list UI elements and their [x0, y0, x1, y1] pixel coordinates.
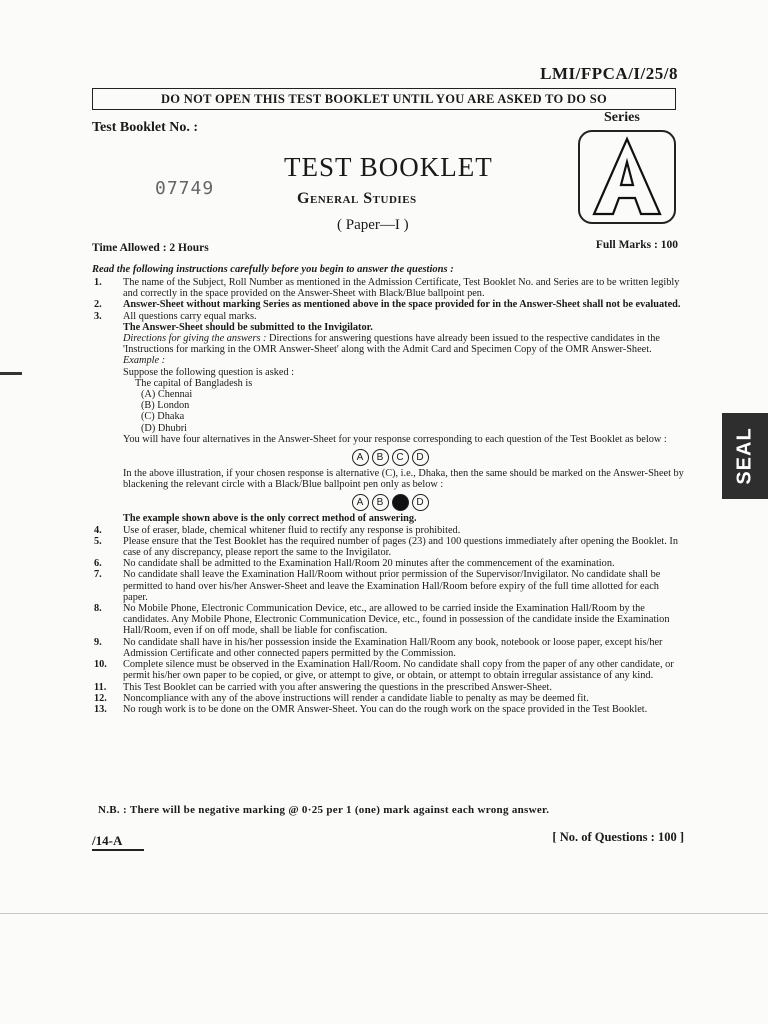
item-text: Noncompliance with any of the above instructions will render a candidate liable to penalty as may be deemed fit.	[123, 692, 589, 704]
page-title: TEST BOOKLET	[284, 152, 493, 182]
item-number: 1.	[94, 277, 102, 288]
instruction-item	[94, 704, 686, 715]
item-text: No Mobile Phone, Electronic Communication Device, etc., are allowed to be carried inside the Examination Hall/Room by the candidates. Any Mobile Phone, Electronic Communication Device, etc., found in possession of the candidate inside the Examination Hall/Room, even if on off mode, shall be liable for confiscation.	[123, 603, 670, 637]
booklet-code: LMI/FPCA/I/25/8	[540, 64, 678, 83]
bubble-c-filled	[392, 494, 409, 511]
item-number: 12.	[94, 692, 107, 704]
example-option: (C) Dhaka	[141, 411, 185, 423]
item-number: 10.	[94, 659, 107, 671]
directions-text: Directions for answering questions have already been issued to the respective candidates in the 'Instructions for marking in the OMR Answer-Sheet' along with the Admit Card and Specimen Copy of the OMR Answer-Sheet.	[123, 333, 660, 356]
example-option: (D) Dhubri	[141, 422, 188, 434]
series-letter-outline	[580, 132, 674, 222]
instruction-item	[94, 659, 686, 681]
instructions-list	[94, 277, 686, 715]
instruction-item	[94, 637, 686, 659]
illustration-text: In the above illustration, if your chosen response is alternative (C), i.e., Dhaka, then the same should be marked on the Answer-Sheet by blackening the relevant circle with a Black/Blue ballpoint pen only as below :	[123, 468, 684, 491]
instruction-item	[94, 536, 686, 558]
example-option: (B) London	[141, 400, 190, 412]
margin-mark	[0, 372, 22, 375]
page-code-underline	[92, 849, 144, 851]
item-text: Complete silence must be observed in the Examination Hall/Room. No candidate shall copy from the paper of any other candidate, or permit his/her own paper to be copied, or give, or attempt to give, or obtain, or attempt to obtain irregular assistance of any kind.	[123, 659, 674, 682]
bubble-d: D	[412, 449, 429, 466]
submit-note: The Answer-Sheet should be submitted to the Invigilator.	[123, 321, 373, 333]
item-text: No candidate shall leave the Examination Hall/Room without prior permission of the Supervisor/Invigilator. No candidate shall be permitted to hand over his/her Answer-Sheet and leave the Examination Hall/Room before expiry of the full time allotted for each paper.	[123, 569, 661, 603]
item-text: This Test Booklet can be carried with you after answering the questions in the prescribed Answer-Sheet.	[123, 681, 552, 693]
item-number: 4.	[94, 524, 102, 536]
item-number: 3.	[94, 310, 102, 322]
seal-label: SEAL	[733, 427, 756, 485]
instructions-heading: Read the following instructions carefully before you begin to answer the questions :	[92, 264, 454, 275]
instruction-item	[94, 693, 686, 704]
answer-bubbles-marked	[94, 494, 686, 511]
time-allowed: Time Allowed : 2 Hours	[92, 242, 209, 254]
suppose-text: Suppose the following question is asked :	[123, 366, 295, 378]
correct-method-note: The example shown above is the only correct method of answering.	[123, 513, 417, 525]
booklet-number: 07749	[155, 178, 215, 199]
item-text: Use of eraser, blade, chemical whitener fluid to rectify any response is prohibited.	[123, 524, 461, 536]
item-text: Please ensure that the Test Booklet has the required number of pages (23) and 100 questions immediately after opening the Booklet. In case of any discrepancy, please report the same to the Invigilator.	[123, 535, 678, 559]
warning-banner: DO NOT OPEN THIS TEST BOOKLET UNTIL YOU ARE ASKED TO DO SO	[92, 88, 676, 110]
item-number: 9.	[94, 636, 102, 648]
item-number: 7.	[94, 569, 102, 581]
item-number: 8.	[94, 603, 102, 615]
directions	[94, 333, 686, 355]
item-number: 2.	[94, 299, 102, 311]
instruction-item	[94, 525, 686, 536]
item-number: 6.	[94, 558, 102, 570]
question-count: [ No. of Questions : 100 ]	[552, 830, 684, 844]
series-box	[578, 130, 676, 224]
item-number: 11.	[94, 681, 107, 693]
paper-label: ( Paper—I )	[337, 217, 409, 233]
instruction-item	[94, 569, 686, 603]
item-text: No candidate shall have in his/her possession inside the Examination Hall/Room any book, notebook or loose paper, except his/her Admission Certificate and other connected papers permitted by the Commission.	[123, 636, 663, 659]
bubble-c: C	[392, 449, 409, 466]
instruction-item	[94, 277, 686, 299]
full-marks: Full Marks : 100	[595, 239, 678, 251]
example-label: Example :	[123, 355, 166, 367]
booklet-number-label: Test Booklet No. :	[92, 120, 199, 135]
item-text: No rough work is to be done on the OMR Answer-Sheet. You can do the rough work on the space provided in the Test Booklet.	[123, 703, 648, 715]
bubble-a: A	[352, 494, 369, 511]
bubble-b: B	[372, 494, 389, 511]
page-code: /14-A	[92, 833, 123, 848]
bubble-b: B	[372, 449, 389, 466]
bubble-a: A	[352, 449, 369, 466]
instruction-item	[94, 299, 686, 310]
instruction-item	[94, 311, 686, 322]
example-question: The capital of Bangladesh is	[135, 377, 253, 389]
example-option: (A) Chennai	[141, 389, 193, 401]
alternatives-text: You will have four alternatives in the Answer-Sheet for your response corresponding to each question of the Test Booklet as below :	[123, 433, 667, 445]
instruction-item	[94, 682, 686, 693]
item-text: All questions carry equal marks.	[123, 310, 257, 322]
bubble-d: D	[412, 494, 429, 511]
item-text: Answer-Sheet without marking Series as mentioned above in the space provided for in the Answer-Sheet shall not be evaluated.	[123, 299, 681, 311]
seal-tab	[722, 413, 768, 499]
item-text: The name of the Subject, Roll Number as mentioned in the Admission Certificate, Test Booklet No. and Series are to be written legibly and correctly in the space provided on the Answer-Sheet with Black/Blue ballpoint pen.	[123, 277, 680, 300]
instruction-item	[94, 603, 686, 637]
answer-bubbles-blank	[94, 449, 686, 466]
subject-title: General Studies	[297, 190, 417, 207]
instruction-item	[94, 558, 686, 569]
negative-marking-note: N.B. : There will be negative marking @ 0·25 per 1 (one) mark against each wrong answer.	[98, 804, 550, 816]
item-number: 5.	[94, 535, 102, 547]
series-label: Series	[604, 110, 640, 125]
directions-label: Directions for giving the answers :	[123, 333, 267, 345]
page-edge-divider	[0, 913, 768, 914]
item-number: 13.	[94, 703, 107, 715]
item-text: No candidate shall be admitted to the Examination Hall/Room 20 minutes after the commencement of the examination.	[123, 558, 615, 570]
